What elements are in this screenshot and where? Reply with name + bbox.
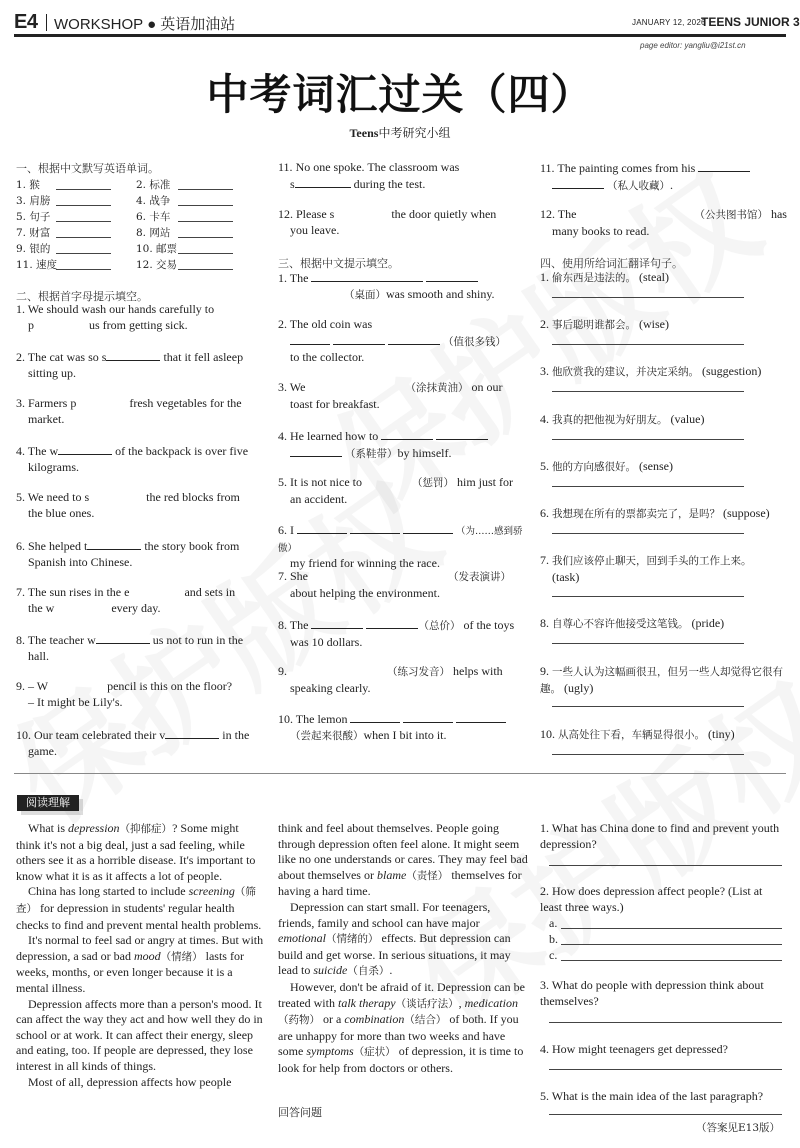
article-paragraph: What is depression（抑郁症）? Some might think it's not a big deal, just a sad feeling, while others see it as a horrible disease. It's important to know what it is as it affects a lot of people.	[16, 821, 256, 883]
hint-question: 7. She （发表演讲） about helping the environment.	[278, 569, 511, 600]
section1-heading: 一、根据中文默写英语单词。	[16, 162, 159, 175]
translate-question: 8. 自尊心不容许他接受这笔钱。 (pride)	[540, 616, 725, 630]
reading-question: 2. How does depression affect people? (List at least three ways.)	[540, 884, 763, 914]
hint-question: 5. It is not nice to （惩罚） him just for an accident.	[278, 475, 513, 506]
publication-name: TEENS JUNIOR 3	[701, 15, 800, 29]
answer-blank[interactable]	[178, 253, 233, 254]
vocab-item: 12. 交易	[136, 259, 178, 271]
hint-question: 10. The lemon （尝起来很酸）when I bit into it.	[278, 711, 528, 744]
hint-question: 8. The （总价） of the toys was 10 dollars.	[278, 618, 515, 649]
fill-question: 7. The sun rises in the e and sets in the w every day.	[16, 585, 236, 615]
vocab-item: 5. 句子	[16, 211, 51, 223]
answer-line[interactable]	[552, 754, 744, 755]
answer-line[interactable]	[549, 1022, 782, 1023]
vocab-item: 11. 速度	[16, 259, 58, 271]
hint-question: 6. I （为……感到骄傲） my friend for winning the race.	[278, 523, 523, 570]
answer-line[interactable]	[552, 439, 744, 440]
hint-question: 2. The old coin was （值很多钱） to the collector.	[278, 317, 506, 364]
hint-question: 12. The （公共图书馆） has many books to read.	[540, 207, 787, 238]
page-number: E4	[14, 11, 38, 33]
reading-question: 5. What is the main idea of the last paragraph?	[540, 1089, 764, 1103]
answer-line[interactable]	[549, 1114, 782, 1115]
section-name: WORKSHOP ● 英语加油站	[54, 16, 236, 33]
answer-blank[interactable]	[56, 237, 111, 238]
answer-blank[interactable]	[56, 269, 111, 270]
list-label: c.	[549, 948, 558, 962]
fill-question: 4. The w of the backpack is over five kilograms.	[16, 444, 249, 474]
answer-line[interactable]	[552, 297, 744, 298]
vocab-item: 3. 肩膀	[16, 195, 51, 207]
vocab-item: 9. 银的	[16, 243, 51, 255]
translate-question: 10. 从高处往下看，车辆显得很小。 (tiny)	[540, 727, 735, 741]
section4-heading: 四、使用所给词汇翻译句子。	[540, 257, 683, 270]
hint-question: 1. The （桌面）was smooth and shiny.	[278, 271, 495, 301]
hint-question: 9. （练习发音） helps with speaking clearly.	[278, 664, 503, 695]
header-divider	[46, 14, 47, 31]
translate-question: 5. 他的方向感很好。 (sense)	[540, 459, 673, 473]
issue-date: JANUARY 12, 2026	[632, 18, 706, 27]
vocab-item: 7. 财富	[16, 227, 51, 239]
vocab-item: 10. 邮票	[136, 243, 178, 255]
answer-blank[interactable]	[178, 237, 233, 238]
article-paragraph: Depression can start small. For teenagers, friends, family and school can have major emotional（情绪的） effects. But depression can build and get worse. In serious situations, it may lead to suicide（自杀）.	[278, 899, 511, 978]
article-paragraph: China has long started to include screening（筛查） for depression in students' regular health checks to find and prevent mental health problems.	[16, 884, 262, 932]
list-label: b.	[549, 932, 558, 946]
byline-text: 中考研究小组	[378, 126, 451, 140]
translate-question: 2. 事后聪明谁都会。 (wise)	[540, 317, 669, 331]
answer-line[interactable]	[552, 486, 744, 487]
vocab-item: 8. 网站	[136, 227, 171, 239]
reading-question: 3. What do people with depression think about themselves?	[540, 978, 764, 1008]
answer-line[interactable]	[549, 865, 782, 866]
reading-question: 1. What has China done to find and prevent youth depression?	[540, 821, 780, 851]
answer-blank[interactable]	[178, 205, 233, 206]
vocab-item: 1. 猴	[16, 179, 40, 191]
answer-blank[interactable]	[56, 253, 111, 254]
article-column-1	[16, 821, 266, 1090]
answer-blank[interactable]	[56, 221, 111, 222]
translate-question: 7. 我们应该停止聊天，回到手头的工作上来。 (task)	[540, 553, 752, 584]
hint-question: 11. The painting comes from his （私人收藏）.	[540, 160, 788, 194]
byline-brand: Teens	[349, 126, 379, 140]
translate-question: 6. 我想现在所有的票都卖完了，是吗？ (suppose)	[540, 506, 770, 520]
answer-line[interactable]	[552, 643, 744, 644]
answer-reference: （答案见E13版）	[696, 1122, 781, 1134]
translate-question: 4. 我真的把他视为好朋友。 (value)	[540, 412, 705, 426]
answer-blank[interactable]	[178, 221, 233, 222]
fill-question: 1. We should wash our hands carefully to p us from getting sick.	[16, 302, 215, 332]
section3-heading: 三、根据中文提示填空。	[278, 257, 399, 270]
answer-line[interactable]	[552, 391, 744, 392]
fill-question: 10. Our team celebrated their v in the game.	[16, 728, 250, 758]
byline	[0, 124, 800, 141]
vocab-item: 6. 卡车	[136, 211, 171, 223]
answer-line[interactable]	[561, 928, 782, 929]
answer-blank[interactable]	[178, 189, 233, 190]
hint-question: 4. He learned how to （系鞋带）by himself.	[278, 428, 528, 462]
article-paragraph: think and feel about themselves. People going through depression often feel alone. It might seem like no one understands or cares. They may feel bad about themselves or blame（责怪） themselves for having a hard time.	[278, 821, 528, 899]
page-title: 中考词汇过关（四）	[206, 70, 594, 119]
answer-line[interactable]	[552, 596, 744, 597]
vocab-item: 4. 战争	[136, 195, 171, 207]
article-paragraph: It's normal to feel sad or angry at times. But with depression, a sad or bad mood（情绪） lasts for weeks, months, or even longer because it is a mental illness.	[16, 933, 264, 995]
reading-question: 4. How might teenagers get depressed?	[540, 1042, 728, 1056]
fill-question: 12. Please s the door quietly when you leave.	[278, 207, 497, 237]
answer-line[interactable]	[549, 1069, 782, 1070]
answer-questions-label: 回答问题	[278, 1106, 322, 1119]
section2-heading: 二、根据首字母提示填空。	[16, 290, 148, 303]
article-paragraph: Depression affects more than a person's mood. It can affect the way they act and how well they do in school or at work. It can affect their energy, sleep and eating, too. If people are depressed, they lose interest in all kinds of things.	[16, 996, 263, 1073]
vocab-item: 2. 标准	[136, 179, 171, 191]
answer-line[interactable]	[552, 344, 744, 345]
fill-question: 3. Farmers p fresh vegetables for the market.	[16, 396, 242, 426]
answer-line[interactable]	[561, 944, 782, 945]
answer-blank[interactable]	[56, 205, 111, 206]
answer-line[interactable]	[552, 706, 744, 707]
article-paragraph: Most of all, depression affects how people	[28, 1074, 232, 1089]
translate-question: 1. 偷东西是违法的。 (steal)	[540, 270, 669, 284]
reading-tag: 阅读理解	[17, 795, 79, 811]
fill-question: 2. The cat was so s that it fell asleep sitting up.	[16, 350, 244, 380]
fill-question: 11. No one spoke. The classroom was s during the test.	[278, 160, 460, 191]
translate-question: 9. 一些人认为这幅画很丑，但另一些人却觉得它很有趣。 (ugly)	[540, 664, 783, 695]
fill-question: 5. We need to s the red blocks from the blue ones.	[16, 490, 240, 520]
answer-line[interactable]	[552, 533, 744, 534]
answer-blank[interactable]	[56, 189, 111, 190]
hint-question: 3. We （涂抹黄油） on our toast for breakfast.	[278, 380, 503, 411]
list-label: a.	[549, 916, 558, 930]
answer-blank[interactable]	[178, 269, 233, 270]
answer-line[interactable]	[561, 960, 782, 961]
page-editor: page editor: yangliu@i21st.cn	[640, 41, 746, 50]
article-paragraph: However, don't be afraid of it. Depression can be treated with talk therapy（谈话疗法）, medication（药物） or a combination（结合） of both. If you are unhappy for more than two weeks and have some symptoms（症状） of depression, it is time to look for help from doctors or others.	[278, 979, 525, 1075]
section-divider	[14, 773, 786, 774]
fill-question: 6. She helped t the story book from Spanish into Chinese.	[16, 539, 240, 569]
translate-question: 3. 他欣赏我的建议，并决定采纳。 (suggestion)	[540, 364, 762, 378]
fill-question: 8. The teacher w us not to run in the hall.	[16, 633, 244, 663]
header-rule	[14, 34, 786, 37]
fill-question: 9. – W pencil is this on the floor? – It might be Lily's.	[16, 679, 233, 709]
article-column-2	[278, 821, 528, 1077]
